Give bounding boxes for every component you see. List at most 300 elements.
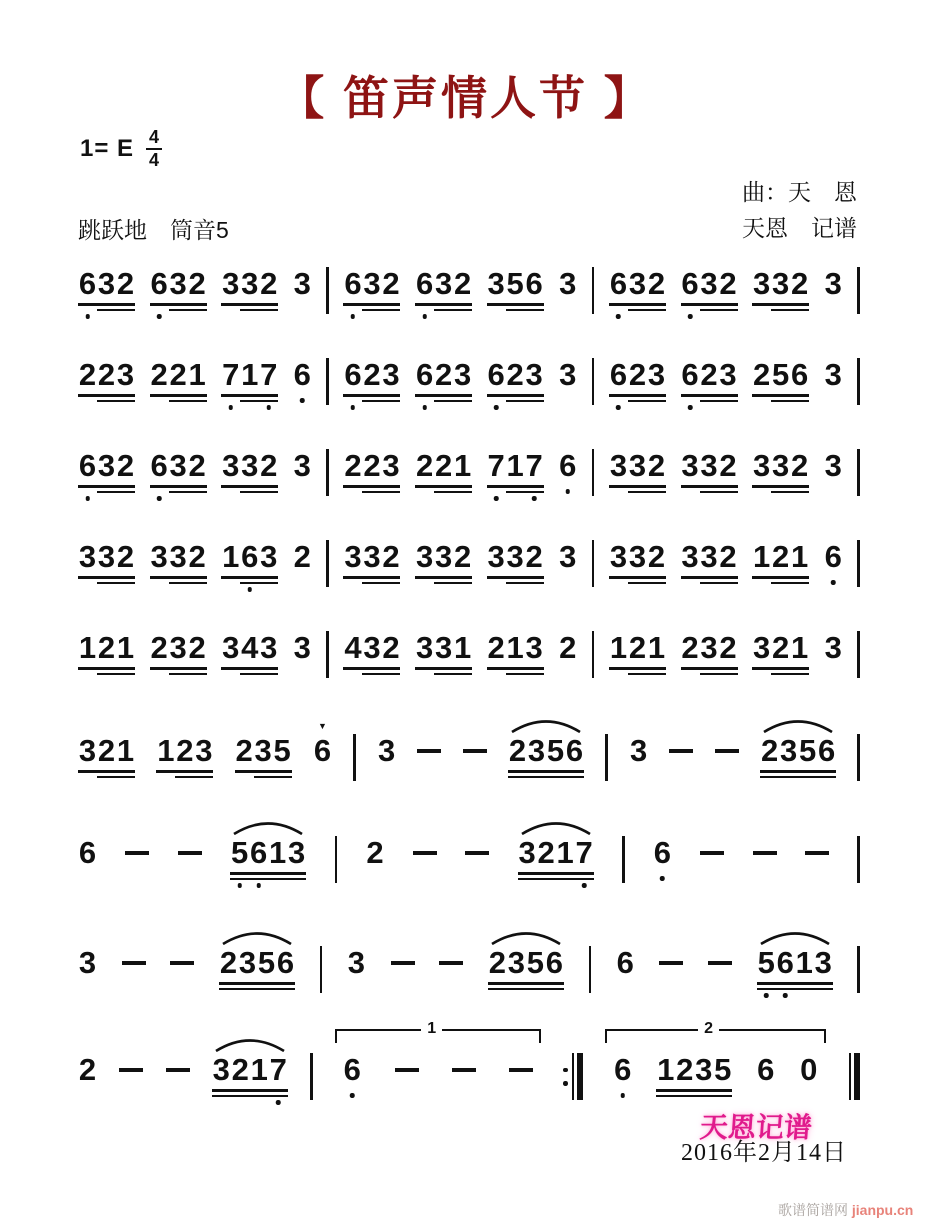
note-group [78,631,135,675]
note-digits [487,540,544,573]
note-digit: 3 [628,266,647,301]
note-digit: 3 [700,539,718,574]
slur-arc [757,931,833,945]
beam-line [681,303,738,306]
note-digit: 5 [757,945,775,980]
note-digit: 3 [222,630,240,665]
beam-line [415,667,472,670]
note-digit: 3 [772,448,790,483]
beam-line [150,485,207,488]
beam-line [175,776,213,779]
note-digit: 3 [700,448,718,483]
octave-dot [688,405,693,410]
beam-line [506,491,544,494]
notation-line [78,836,860,888]
barline [310,1053,313,1100]
barline [857,946,860,993]
note-digit: 2 [188,539,206,574]
beam-line [752,394,809,397]
note-digit: 6 [293,357,311,392]
final-barline [849,1053,861,1100]
extension-dash [391,961,415,965]
note-group [78,267,135,311]
note-digit: 2 [260,448,278,483]
beam-line [415,485,472,488]
beam-line [230,878,306,881]
note-group [752,358,809,402]
note-digit: 1 [657,1052,675,1087]
barline [320,946,323,993]
credits [742,174,857,246]
note-digit: 3 [382,448,400,483]
note-group [219,946,295,990]
barline [592,449,595,496]
note-digits [78,631,135,664]
beam-line [757,982,833,985]
barline [857,267,860,314]
beam-line [681,576,738,579]
note [558,358,577,391]
thin-bar [849,1053,852,1100]
barline [605,734,608,781]
note-digit: 5 [546,733,565,768]
beam-line [343,394,400,397]
note-digit: 3 [116,357,135,392]
note-digits [752,540,809,573]
note-digit: 2 [647,539,666,574]
note-digits [487,267,544,300]
note-digit: 1 [116,630,135,665]
note-group [487,631,544,675]
note-digit: 2 [628,357,647,392]
note-digit: 1 [188,357,206,392]
note-group [609,631,666,675]
note-digit: 3 [260,630,278,665]
note-group [752,631,809,675]
note-digit: 2 [169,357,187,392]
note-digit: 1 [453,630,472,665]
note [824,449,843,482]
barline [857,836,860,883]
note-digits [343,449,400,482]
extension-dash [465,851,489,855]
note-digits [609,631,666,664]
beam-line [97,582,135,585]
volta-number: 2 [698,1020,719,1038]
note-group [221,631,278,675]
octave-dot [85,314,90,319]
beam-line [508,776,584,779]
note-digits [212,1053,288,1086]
page-title: 【 笛声情人节 】 [278,72,653,124]
note-digit: 2 [753,357,771,392]
beam-line [78,485,135,488]
note-digit: 3 [609,448,628,483]
beam-line [230,872,306,875]
octave-dot [350,1093,355,1098]
note-digit: 3 [260,539,278,574]
note-group [757,946,833,990]
note-digit: 2 [260,266,278,301]
note [78,946,97,979]
note-digits [78,734,135,767]
note-digit: 6 [78,835,97,870]
note-digit: 3 [434,630,453,665]
note-digit: 7 [487,448,505,483]
beam-line [628,582,666,585]
barline [326,449,329,496]
transcription-date: 2016年2月14日 [681,1140,847,1166]
beam-line [240,309,278,312]
beam-line [169,582,207,585]
octave-dot [247,587,252,592]
note-digit: 6 [78,266,97,301]
note-digit: 2 [188,448,206,483]
beam-line [240,491,278,494]
note [377,734,396,767]
beam-line [488,982,564,985]
note-group [221,449,278,493]
extension-dash [708,961,732,965]
note [293,631,312,664]
beam-line [434,673,472,676]
extension-dash [125,851,149,855]
transcriber-credit: 天恩 记谱 [742,215,857,241]
note-digit: 2 [231,1052,249,1087]
note-group [150,358,207,402]
beam-line [609,667,666,670]
note [824,540,843,573]
note-digit: 3 [559,539,577,574]
barline [592,358,595,405]
note-digits [343,358,400,391]
barline [857,631,860,678]
note-digit: 2 [344,448,362,483]
note-digit: 3 [363,630,381,665]
beam-line [78,303,135,306]
note-digit: 2 [176,733,194,768]
note-digits [681,449,738,482]
note-digit: 1 [556,835,574,870]
note-digit: 3 [78,945,97,980]
note-group [681,358,738,402]
beam-line [681,394,738,397]
beam-line [150,576,207,579]
note-digit: 3 [700,630,718,665]
barline [326,358,329,405]
note [799,1053,818,1086]
note-digit: 3 [97,539,116,574]
note-digit: 3 [415,539,434,574]
note-digits [508,734,584,767]
beam-line [97,673,135,676]
extension-dash [170,961,194,965]
note-digit: 6 [824,539,842,574]
note-digit: 3 [628,539,647,574]
note-digits [343,267,400,300]
note-digit: 3 [241,266,259,301]
note-group [221,540,278,584]
note-digits [343,540,400,573]
beam-line [700,400,738,403]
thick-bar [577,1053,583,1100]
barline [592,267,595,314]
note-digit: 1 [609,630,628,665]
note-digit: 2 [647,448,666,483]
note-digits [681,267,738,300]
note [293,540,312,573]
note-digit: 6 [616,945,634,980]
octave-dot [494,496,499,501]
note-digit: 3 [434,266,453,301]
note-digit: 0 [800,1052,818,1087]
beam-line [487,576,544,579]
note-digit: 3 [78,733,97,768]
notation-line [78,721,860,786]
beam-line [506,673,544,676]
note-digit: 2 [97,733,116,768]
transcriber-seal: 天恩记谱 [698,1112,813,1143]
note-digit: 3 [344,539,362,574]
extension-dash [439,961,463,965]
barline [326,540,329,587]
note-digits [681,631,738,664]
note-digits [487,631,544,664]
note-digits [156,734,213,767]
note-digit: 3 [195,733,213,768]
extension-dash [700,851,724,855]
note-digit: 3 [814,945,832,980]
note-digit: 6 [150,448,168,483]
note-digits [487,358,544,391]
note-digit: 2 [506,357,524,392]
note [558,631,577,664]
note-digit: 2 [647,266,666,301]
octave-dot [351,405,356,410]
note-digit: 1 [269,835,287,870]
beam-line [240,673,278,676]
beam-line [362,491,400,494]
note-digit: 5 [273,733,291,768]
note-digits [221,267,278,300]
beam-line [752,576,809,579]
beam-line [628,673,666,676]
note-digit: 3 [293,630,311,665]
beam-line [700,491,738,494]
note [824,358,843,391]
beam-line [518,878,594,881]
beam-line [221,394,278,397]
beam-line [343,576,400,579]
beam-line [506,582,544,585]
repeat-dot [563,1081,568,1086]
octave-dot [621,1093,626,1098]
note-digit: 7 [269,1052,287,1087]
note-digit: 2 [700,357,718,392]
barline [592,631,595,678]
beam-line [221,576,278,579]
extension-dash [805,851,829,855]
beam-line [212,1089,288,1092]
note-digit: 3 [169,630,187,665]
note-group [609,267,666,311]
beam-line [415,303,472,306]
note-digit: 1 [241,357,259,392]
note-digit: 1 [250,1052,268,1087]
slur-arc [230,821,306,835]
note-digits [609,358,666,391]
note-group [752,267,809,311]
note-digit: 2 [719,266,737,301]
beam-line [771,673,809,676]
accent-marker: ▼ [317,721,327,731]
note-digit: 3 [609,539,628,574]
octave-dot [85,496,90,501]
note-digits [78,358,135,391]
beam-line [609,485,666,488]
note-digit: 2 [508,733,527,768]
note-digit: 1 [506,448,524,483]
note [293,358,312,391]
beam-line [681,667,738,670]
note-digit: 1 [222,539,240,574]
beam-line [506,309,544,312]
slur-arc [219,931,295,945]
note-digit: 5 [714,1052,732,1087]
note-digits [219,946,295,979]
note-digits [78,449,135,482]
note-digit: 3 [434,539,453,574]
note-digit: 3 [559,357,577,392]
thick-bar [854,1053,860,1100]
note-group [609,540,666,584]
extension-dash [659,961,683,965]
note-digit: 4 [241,630,259,665]
note-digits [752,631,809,664]
beam-line [362,673,400,676]
note-digit: 3 [506,539,524,574]
notation-line [78,267,860,319]
note-group [752,540,809,584]
note-group [609,449,666,493]
beam-line [240,582,278,585]
note-digit: 3 [487,266,505,301]
beam-line [235,770,292,773]
note-digit: 3 [487,539,505,574]
note-digit: 2 [488,945,506,980]
beam-line [487,303,544,306]
octave-dot [831,580,836,585]
note-digits [150,267,207,300]
note-digit: 6 [681,357,699,392]
note-group [235,734,292,778]
note-digit: 2 [791,266,809,301]
site-watermark [778,1200,913,1220]
octave-dot [783,993,788,998]
note-digit: 2 [382,266,400,301]
beam-line [169,400,207,403]
note-group [487,449,544,493]
barline [326,631,329,678]
beam-line [700,309,738,312]
note-digit: 3 [254,733,272,768]
note-digits [752,358,809,391]
note-digits [609,449,666,482]
note-digit: 3 [753,448,771,483]
beam-line [97,491,135,494]
note-group [343,358,400,402]
note [365,836,384,869]
meter-numerator: 4 [149,127,160,147]
note-digit: 6 [313,733,332,768]
note-digits [609,267,666,300]
notation-line [78,1020,860,1105]
note-digit: 3 [647,357,666,392]
beam-line [169,491,207,494]
note-group [518,836,594,880]
note-group [487,267,544,311]
note-group [343,267,400,311]
beam-line [78,576,135,579]
beam-line [487,394,544,397]
note-digits [752,449,809,482]
note-digit: 3 [527,733,546,768]
note [347,946,366,979]
note-group [609,358,666,402]
note-digit: 3 [169,266,187,301]
note-digit: 6 [344,266,362,301]
note-digits [656,1053,732,1086]
note-digit: 2 [453,539,472,574]
beam-line [628,491,666,494]
note-digits [235,734,292,767]
beam-line [771,309,809,312]
note-digit: 3 [753,630,771,665]
octave-dot [532,496,537,501]
note-digits [221,358,278,391]
note-digit: 3 [681,448,699,483]
note-digit: 2 [116,539,135,574]
beam-line [221,303,278,306]
note-digit: 2 [434,448,453,483]
note-digit: 2 [150,357,168,392]
note-digit: 6 [681,266,699,301]
beam-line [628,400,666,403]
beam-line [150,303,207,306]
beam-line [434,309,472,312]
note-digit: 2 [676,1052,694,1087]
note-digit: 1 [753,539,771,574]
note-digit: 3 [293,266,311,301]
note-digit: 5 [257,945,276,980]
note-digit: 5 [526,945,544,980]
note-digit: 3 [453,357,472,392]
note-digit: 3 [824,630,842,665]
note-digit: 2 [719,448,737,483]
barline [857,358,860,405]
beam-line [415,576,472,579]
note-digits [760,734,836,767]
note-digit: 2 [719,539,737,574]
note-digit: 7 [260,357,278,392]
beam-line [169,309,207,312]
note-digit: 2 [78,357,97,392]
slur-arc [508,719,584,733]
tempo-expression: 跳跃地 筒音5 [78,217,229,243]
note-digit: 6 [415,266,434,301]
note-digit: 7 [222,357,240,392]
barline [589,946,592,993]
